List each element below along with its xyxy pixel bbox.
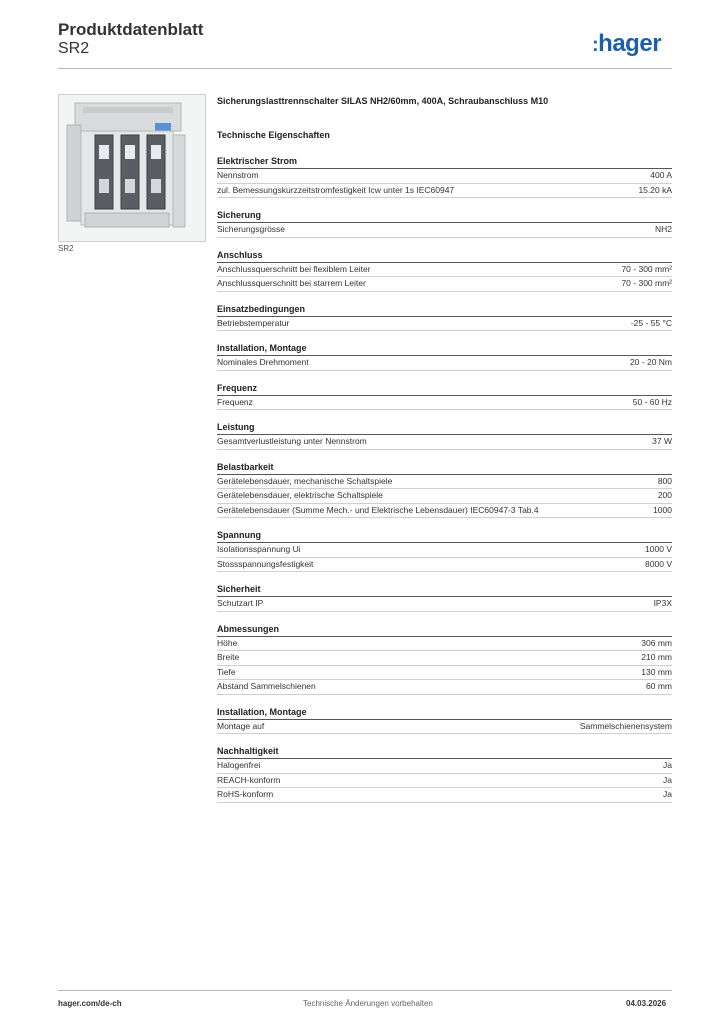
spec-value: 70 - 300 mm²: [621, 263, 672, 274]
section-title: Elektrischer Strom: [217, 156, 672, 169]
spec-value: 15.20 kA: [638, 184, 672, 195]
spec-label: Tiefe: [217, 666, 236, 677]
spec-section: [217, 343, 672, 371]
spec-label: Betriebstemperatur: [217, 317, 290, 328]
spec-value: 1000 V: [645, 544, 672, 554]
spec-label: Nominales Drehmoment: [217, 357, 309, 367]
spec-row: [217, 666, 672, 681]
spec-section: [217, 156, 672, 198]
section-title: Nachhaltigkeit: [217, 746, 672, 759]
section-title: Frequenz: [217, 383, 672, 396]
spec-value: IP3X: [653, 598, 672, 608]
spec-row: [217, 774, 672, 789]
spec-row: [217, 637, 672, 652]
spec-section: [217, 250, 672, 292]
spec-row: [217, 680, 672, 695]
spec-row: [217, 489, 672, 504]
spec-label: Isolationsspannung Ui: [217, 544, 301, 554]
spec-row: [217, 543, 672, 558]
tech-properties-title: Technische Eigenschaften: [217, 130, 330, 140]
spec-label: zul. Bemessungskurzzeitstromfestigkeit Icw unter 1s IEC60947: [217, 184, 455, 195]
footer-date: 04.03.2026: [626, 999, 667, 1008]
spec-row: [217, 184, 672, 199]
spec-value: -25 - 55 °C: [630, 317, 672, 328]
spec-section: [217, 584, 672, 612]
spec-label: Gerätelebensdauer, mechanische Schaltspiele: [217, 475, 393, 486]
spec-row: [217, 788, 672, 803]
spec-section: [217, 746, 672, 803]
section-title: Einsatzbedingungen: [217, 304, 672, 317]
spec-label: Abstand Sammelschienen: [217, 681, 316, 691]
spec-value: Ja: [663, 774, 672, 785]
spec-value: 70 - 300 mm²: [621, 278, 672, 288]
spec-label: Montage auf: [217, 720, 265, 731]
spec-row: [217, 597, 672, 612]
spec-value: Sammelschienensystem: [579, 720, 672, 731]
spec-row: [217, 558, 672, 573]
section-title: Abmessungen: [217, 624, 672, 637]
section-title: Spannung: [217, 530, 672, 543]
spec-label: Sicherungsgrösse: [217, 224, 286, 234]
spec-value: 1000: [653, 504, 672, 515]
spec-label: Nennstrom: [217, 170, 259, 180]
spec-section: [217, 383, 672, 411]
spec-row: [217, 435, 672, 450]
spec-row: [217, 651, 672, 666]
spec-row: [217, 169, 672, 184]
spec-label: Frequenz: [217, 396, 253, 407]
hager-logo[interactable]: [592, 30, 661, 58]
spec-row: [217, 263, 672, 278]
spec-value: 210 mm: [641, 652, 672, 662]
spec-label: Stossspannungsfestigkeit: [217, 558, 314, 569]
footer-notice: Technische Änderungen vorbehalten: [303, 999, 433, 1008]
spec-row: [217, 223, 672, 238]
spec-row: [217, 396, 672, 411]
spec-row: [217, 504, 672, 519]
spec-content: [217, 96, 672, 803]
spec-value: 60 mm: [646, 681, 672, 691]
spec-value: 20 - 20 Nm: [629, 357, 672, 367]
spec-value: Ja: [663, 760, 672, 770]
section-title: Belastbarkeit: [217, 462, 672, 475]
spec-label: Gesamtverlustleistung unter Nennstrom: [217, 436, 367, 446]
spec-sections: [217, 156, 672, 803]
spec-value: 306 mm: [641, 637, 672, 648]
header-divider: [58, 68, 672, 69]
spec-section: [217, 210, 672, 238]
spec-row: [217, 720, 672, 735]
section-title: Installation, Montage: [217, 707, 672, 720]
page-subtitle: SR2: [58, 40, 90, 57]
spec-label: Gerätelebensdauer, elektrische Schaltspiele: [217, 490, 383, 500]
section-title: Leistung: [217, 422, 672, 435]
image-caption: SR2: [58, 244, 74, 253]
spec-label: Breite: [217, 652, 240, 662]
section-title: Anschluss: [217, 250, 672, 263]
spec-value: Ja: [663, 789, 672, 799]
page-title: Produktdatenblatt: [58, 20, 204, 39]
logo-text: hager: [598, 30, 662, 57]
spec-value: 200: [657, 490, 672, 500]
product-description: Sicherungslasttrennschalter SILAS NH2/60mm, 400A, Schraubanschluss M10: [217, 96, 549, 106]
spec-value: 50 - 60 Hz: [632, 396, 672, 407]
spec-row: [217, 759, 672, 774]
section-title: Sicherung: [217, 210, 672, 223]
spec-section: [217, 707, 672, 735]
spec-label: Gerätelebensdauer (Summe Mech.- und Elektrische Lebensdauer) IEC60947-3 Tab.4: [217, 504, 539, 515]
spec-value: 800: [657, 475, 672, 486]
spec-label: REACH-konform: [217, 774, 281, 785]
spec-label: Anschlussquerschnitt bei flexiblem Leiter: [217, 263, 371, 274]
footer-website[interactable]: hager.com/de-ch: [58, 999, 122, 1008]
spec-label: Halogenfrei: [217, 760, 261, 770]
spec-row: [217, 356, 672, 371]
spec-section: [217, 422, 672, 450]
spec-value: 8000 V: [645, 558, 672, 569]
spec-row: [217, 277, 672, 292]
spec-value: 130 mm: [641, 666, 672, 677]
spec-value: 37 W: [652, 436, 672, 446]
spec-row: [217, 317, 672, 332]
spec-label: Schutzart IP: [217, 598, 264, 608]
spec-label: Anschlussquerschnitt bei starrem Leiter: [217, 278, 366, 288]
fuse-switch-illustration: [59, 95, 205, 241]
spec-label: RoHS-konform: [217, 789, 274, 799]
spec-section: [217, 462, 672, 519]
spec-value: 400 A: [650, 170, 672, 180]
footer-divider: [58, 990, 672, 991]
spec-row: [217, 475, 672, 490]
product-image: [58, 94, 206, 242]
section-title: Sicherheit: [217, 584, 672, 597]
logo-prefix: :: [592, 34, 599, 56]
spec-value: NH2: [654, 224, 672, 234]
spec-label: Höhe: [217, 637, 238, 648]
spec-section: [217, 304, 672, 332]
section-title: Installation, Montage: [217, 343, 672, 356]
spec-section: [217, 624, 672, 695]
spec-section: [217, 530, 672, 572]
